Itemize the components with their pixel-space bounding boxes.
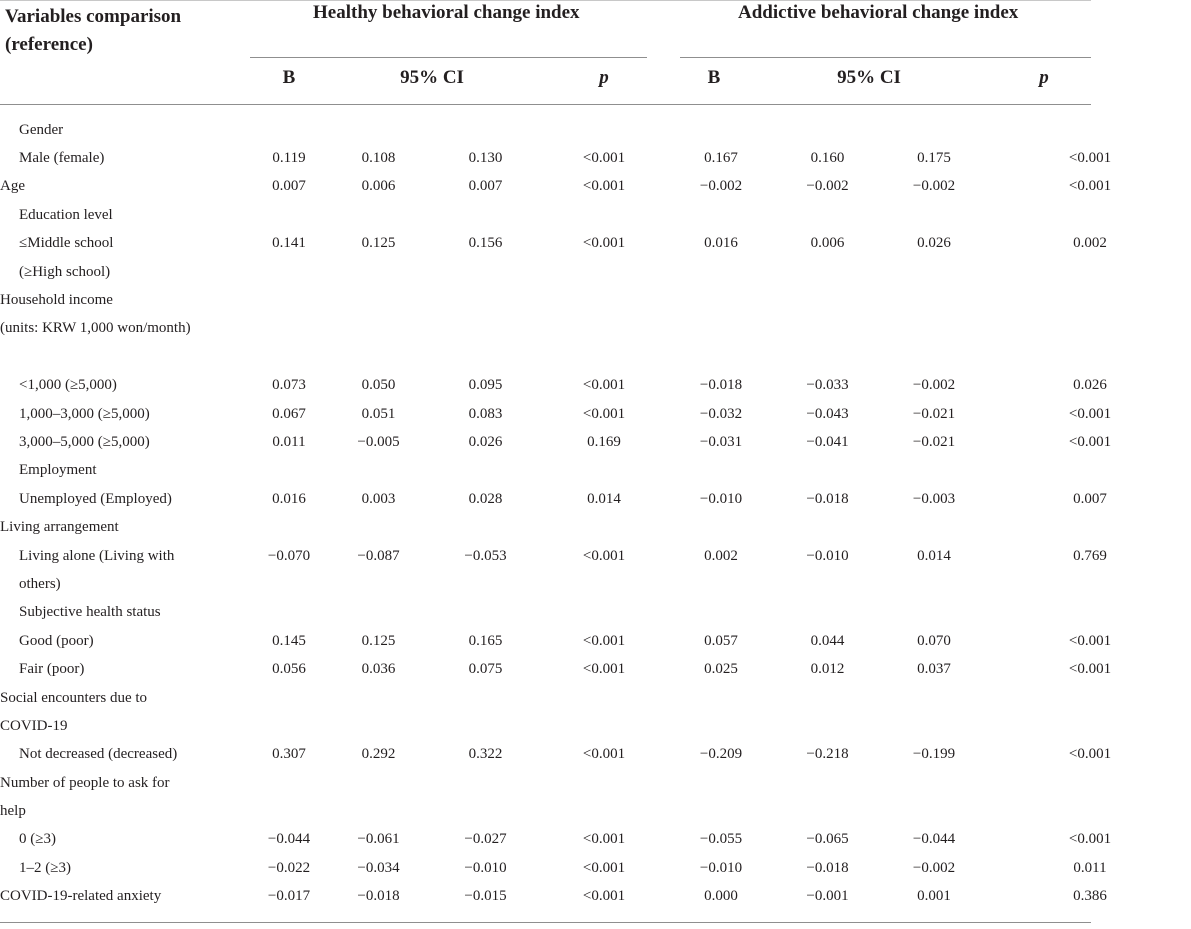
cell-addictive-b: 0.002 [704, 547, 738, 564]
cell-healthy-p [542, 315, 666, 343]
cell-healthy-ci-low: −0.005 [357, 433, 400, 450]
table-row [0, 144, 1191, 172]
cell-healthy-ci-low [328, 258, 429, 286]
cell-healthy-p [542, 712, 666, 740]
cell-healthy-b [250, 116, 328, 144]
cell-healthy-ci-high: −0.015 [464, 888, 507, 905]
cell-healthy-ci-low [328, 315, 429, 343]
cell-addictive-ci-high: −0.021 [912, 405, 956, 422]
cell-addictive-b [666, 684, 776, 712]
cell-addictive-ci-high: −0.044 [912, 831, 956, 848]
cell-addictive-p: 0.011 [1073, 859, 1107, 876]
row-label: Good (poor) [19, 632, 94, 649]
cell-healthy-ci-high [429, 797, 542, 825]
cell-addictive-b: 0.016 [704, 235, 738, 252]
cell-healthy-p: <0.001 [582, 178, 626, 195]
cell-healthy-ci-low [328, 769, 429, 797]
cell-healthy-p [542, 457, 666, 485]
cell-addictive-p [989, 286, 1191, 314]
cell-healthy-b [250, 712, 328, 740]
row-label: 3,000–5,000 (≥5,000) [19, 433, 150, 450]
cell-addictive-ci-high: 0.037 [917, 661, 951, 678]
row-label: Gender [19, 121, 64, 138]
cell-addictive-ci-high [879, 457, 989, 485]
cell-addictive-ci-low [776, 599, 879, 627]
cell-addictive-b: −0.010 [699, 490, 743, 507]
cell-addictive-ci-high [879, 513, 989, 541]
cell-addictive-p: <0.001 [1068, 831, 1112, 848]
cell-healthy-ci-high: −0.053 [464, 547, 507, 564]
cell-addictive-ci-high: −0.002 [912, 377, 956, 394]
cell-addictive-ci-high [879, 258, 989, 286]
cell-addictive-b: −0.055 [699, 831, 743, 848]
healthy-group-rule [250, 57, 647, 58]
cell-addictive-ci-high [879, 201, 989, 229]
header-rule [0, 104, 1091, 105]
cell-healthy-ci-high: 0.095 [468, 377, 503, 394]
cell-healthy-p: <0.001 [582, 746, 626, 763]
cell-addictive-b: 0.025 [704, 661, 738, 678]
header-addictive-p: p [1039, 67, 1049, 88]
cell-healthy-ci-high [429, 315, 542, 343]
cell-healthy-p: 0.169 [587, 433, 621, 450]
cell-healthy-ci-high [429, 599, 542, 627]
cell-addictive-b [666, 315, 776, 343]
cell-healthy-ci-low [328, 513, 429, 541]
cell-addictive-p [989, 201, 1191, 229]
cell-addictive-b: 0.000 [704, 888, 738, 905]
cell-healthy-ci-low: 0.125 [361, 235, 396, 252]
cell-healthy-p [542, 797, 666, 825]
table-row [0, 457, 1191, 485]
cell-healthy-ci-low: 0.051 [361, 405, 396, 422]
cell-addictive-ci-low [776, 258, 879, 286]
table-row [0, 769, 1191, 797]
cell-addictive-b: −0.209 [699, 746, 743, 763]
row-label: 1,000–3,000 (≥5,000) [19, 405, 150, 422]
header-healthy-b: B [282, 67, 296, 88]
cell-healthy-ci-high [429, 258, 542, 286]
cell-healthy-b: −0.022 [267, 859, 311, 876]
row-label: COVID-19-related anxiety [0, 888, 162, 905]
cell-healthy-ci-high [429, 286, 542, 314]
row-label: Not decreased (decreased) [19, 746, 178, 763]
cell-healthy-b [250, 286, 328, 314]
cell-healthy-ci-high: 0.130 [468, 150, 503, 167]
cell-healthy-b: 0.016 [272, 490, 306, 507]
cell-addictive-ci-low [776, 513, 879, 541]
cell-addictive-p [989, 258, 1191, 286]
cell-healthy-ci-low [328, 343, 429, 371]
cell-healthy-b: 0.145 [272, 632, 306, 649]
cell-healthy-ci-low [328, 116, 429, 144]
cell-healthy-b: 0.011 [272, 433, 306, 450]
cell-healthy-ci-low: −0.018 [357, 888, 400, 905]
cell-healthy-ci-high [429, 457, 542, 485]
cell-addictive-ci-low: −0.218 [806, 746, 849, 763]
row-label: Education level [19, 206, 113, 223]
cell-addictive-p: 0.386 [1073, 888, 1107, 905]
cell-addictive-p: <0.001 [1068, 632, 1112, 649]
row-label: Male (female) [19, 150, 105, 167]
cell-healthy-p: <0.001 [582, 547, 626, 564]
table-row [0, 854, 1191, 882]
cell-healthy-ci-high [429, 570, 542, 598]
table-row [0, 428, 1191, 456]
cell-addictive-p: <0.001 [1068, 405, 1112, 422]
row-label: ≤Middle school [19, 235, 114, 252]
table-row [0, 315, 1191, 343]
cell-addictive-ci-low [776, 684, 879, 712]
cell-addictive-ci-low: −0.043 [806, 405, 849, 422]
cell-healthy-b: 0.073 [272, 377, 306, 394]
cell-healthy-ci-high [429, 343, 542, 371]
cell-healthy-b [250, 769, 328, 797]
header-addictive-index: Addictive behavioral change index [738, 2, 1019, 23]
cell-healthy-p: <0.001 [582, 831, 626, 848]
row-label: COVID-19 [0, 717, 68, 734]
cell-addictive-p [989, 797, 1191, 825]
cell-healthy-b [250, 570, 328, 598]
cell-healthy-b: 0.119 [272, 150, 306, 167]
cell-healthy-b [250, 343, 328, 371]
cell-healthy-b: −0.044 [267, 831, 311, 848]
cell-healthy-p: <0.001 [582, 405, 626, 422]
cell-healthy-ci-low: 0.292 [361, 746, 396, 763]
cell-healthy-ci-high [429, 201, 542, 229]
cell-addictive-ci-low: 0.160 [810, 150, 845, 167]
cell-healthy-ci-low [328, 599, 429, 627]
cell-addictive-b [666, 712, 776, 740]
cell-addictive-ci-low [776, 343, 879, 371]
cell-addictive-b [666, 116, 776, 144]
header-healthy-index: Healthy behavioral change index [313, 2, 580, 23]
cell-healthy-b: 0.307 [272, 746, 306, 763]
row-label: <1,000 (≥5,000) [19, 377, 117, 394]
cell-healthy-ci-high: 0.156 [468, 235, 503, 252]
cell-addictive-ci-high: −0.002 [912, 178, 956, 195]
row-label: Age [0, 178, 25, 195]
cell-healthy-ci-high: 0.028 [468, 490, 503, 507]
cell-addictive-ci-high: 0.001 [917, 888, 951, 905]
table-row [0, 599, 1191, 627]
table-row [0, 230, 1191, 258]
cell-addictive-b [666, 513, 776, 541]
cell-addictive-ci-low [776, 201, 879, 229]
cell-addictive-ci-low [776, 315, 879, 343]
row-label: Number of people to ask for [0, 774, 170, 791]
cell-addictive-ci-low [776, 712, 879, 740]
cell-healthy-p [542, 769, 666, 797]
cell-healthy-p: <0.001 [582, 377, 626, 394]
cell-healthy-p [542, 286, 666, 314]
cell-healthy-b: 0.067 [272, 405, 306, 422]
cell-addictive-b [666, 769, 776, 797]
cell-addictive-ci-high: 0.026 [917, 235, 951, 252]
cell-addictive-ci-high [879, 712, 989, 740]
cell-addictive-ci-low: −0.001 [806, 888, 849, 905]
cell-healthy-b: 0.141 [272, 235, 306, 252]
cell-healthy-p: <0.001 [582, 661, 626, 678]
cell-healthy-p [542, 599, 666, 627]
cell-addictive-ci-high [879, 797, 989, 825]
row-label: Employment [19, 462, 97, 479]
cell-addictive-b: −0.018 [699, 377, 743, 394]
row-label [0, 343, 250, 371]
cell-addictive-b [666, 797, 776, 825]
cell-healthy-b [250, 315, 328, 343]
row-label: 0 (≥3) [19, 831, 56, 848]
cell-healthy-ci-high [429, 684, 542, 712]
cell-addictive-ci-low: −0.033 [806, 377, 849, 394]
header-healthy-ci: 95% CI [400, 67, 464, 88]
cell-healthy-p: <0.001 [582, 859, 626, 876]
cell-addictive-p: <0.001 [1068, 150, 1112, 167]
cell-healthy-ci-low: 0.003 [361, 490, 396, 507]
cell-addictive-b [666, 343, 776, 371]
cell-addictive-p: 0.002 [1073, 235, 1107, 252]
cell-addictive-ci-low: −0.002 [806, 178, 849, 195]
cell-healthy-ci-low [328, 712, 429, 740]
cell-addictive-p [989, 116, 1191, 144]
cell-healthy-b: −0.070 [267, 547, 311, 564]
cell-healthy-b [250, 684, 328, 712]
cell-addictive-ci-low [776, 769, 879, 797]
cell-healthy-ci-high [429, 769, 542, 797]
cell-addictive-ci-high [879, 684, 989, 712]
cell-healthy-ci-low: 0.125 [361, 632, 396, 649]
cell-addictive-ci-high: −0.199 [912, 746, 956, 763]
cell-addictive-ci-low: −0.010 [806, 547, 849, 564]
cell-addictive-b: 0.167 [704, 150, 738, 167]
cell-healthy-p [542, 258, 666, 286]
addictive-group-rule [680, 57, 1091, 58]
cell-addictive-p [989, 513, 1191, 541]
cell-addictive-ci-high [879, 769, 989, 797]
cell-healthy-p [542, 343, 666, 371]
cell-healthy-ci-low: 0.006 [361, 178, 396, 195]
table-row [0, 400, 1191, 428]
row-label: Social encounters due to [0, 689, 148, 706]
cell-healthy-ci-low [328, 570, 429, 598]
cell-addictive-ci-high [879, 286, 989, 314]
cell-healthy-ci-low: −0.034 [357, 859, 400, 876]
bottom-rule [0, 922, 1091, 923]
cell-addictive-b [666, 286, 776, 314]
cell-addictive-b [666, 258, 776, 286]
cell-addictive-b: 0.057 [704, 632, 738, 649]
cell-healthy-b [250, 797, 328, 825]
cell-addictive-p: 0.007 [1073, 490, 1107, 507]
cell-addictive-ci-low: 0.006 [810, 235, 845, 252]
cell-healthy-ci-high: 0.026 [468, 433, 503, 450]
row-label: 1–2 (≥3) [19, 859, 71, 876]
cell-healthy-b: 0.007 [272, 178, 306, 195]
cell-healthy-ci-low: 0.036 [361, 661, 396, 678]
cell-healthy-ci-low [328, 201, 429, 229]
cell-healthy-p [542, 116, 666, 144]
table-row [0, 372, 1191, 400]
table-row [0, 883, 1191, 911]
cell-healthy-ci-low: 0.050 [361, 377, 396, 394]
cell-healthy-ci-high: −0.027 [464, 831, 507, 848]
cell-addictive-ci-low: 0.012 [810, 661, 845, 678]
row-label: Subjective health status [19, 604, 161, 621]
cell-addictive-ci-high [879, 343, 989, 371]
header-addictive-ci: 95% CI [837, 67, 901, 88]
table-row [0, 655, 1191, 683]
cell-addictive-p [989, 769, 1191, 797]
cell-addictive-ci-high: 0.070 [917, 632, 951, 649]
table-row [0, 173, 1191, 201]
cell-addictive-b: −0.010 [699, 859, 743, 876]
cell-healthy-p [542, 684, 666, 712]
cell-addictive-p [989, 599, 1191, 627]
table-row [0, 201, 1191, 229]
header-addictive-b: B [707, 67, 721, 88]
cell-addictive-p [989, 315, 1191, 343]
cell-addictive-p [989, 343, 1191, 371]
cell-healthy-p: <0.001 [582, 888, 626, 905]
row-label: others) [19, 575, 61, 592]
cell-addictive-ci-high [879, 570, 989, 598]
cell-healthy-p: 0.014 [587, 490, 621, 507]
cell-healthy-p [542, 570, 666, 598]
cell-addictive-ci-low [776, 286, 879, 314]
row-label: Fair (poor) [19, 661, 85, 678]
top-rule [0, 0, 1091, 1]
cell-addictive-p: 0.026 [1073, 377, 1107, 394]
cell-addictive-b [666, 570, 776, 598]
row-label: help [0, 803, 26, 820]
table-row [0, 797, 1191, 825]
cell-healthy-ci-high: 0.083 [468, 405, 503, 422]
table-row [0, 343, 1191, 371]
cell-addictive-b [666, 201, 776, 229]
cell-addictive-ci-high [879, 599, 989, 627]
cell-addictive-ci-low: −0.018 [806, 490, 849, 507]
cell-addictive-b: −0.031 [699, 433, 743, 450]
cell-healthy-ci-high: 0.322 [468, 746, 503, 763]
table-row [0, 684, 1191, 712]
cell-healthy-p: <0.001 [582, 632, 626, 649]
cell-addictive-ci-high [879, 116, 989, 144]
cell-healthy-ci-high [429, 116, 542, 144]
cell-healthy-p: <0.001 [582, 150, 626, 167]
cell-addictive-ci-low: 0.044 [810, 632, 845, 649]
cell-addictive-ci-low [776, 457, 879, 485]
cell-healthy-ci-low [328, 797, 429, 825]
cell-healthy-p [542, 201, 666, 229]
cell-addictive-p: 0.769 [1073, 547, 1107, 564]
table-row [0, 741, 1191, 769]
cell-addictive-ci-high [879, 315, 989, 343]
cell-addictive-b [666, 457, 776, 485]
cell-healthy-p: <0.001 [582, 235, 626, 252]
cell-addictive-ci-low: −0.018 [806, 859, 849, 876]
row-label: (units: KRW 1,000 won/month) [0, 320, 191, 337]
cell-addictive-ci-high: −0.021 [912, 433, 956, 450]
table-row [0, 542, 1191, 570]
cell-healthy-b [250, 599, 328, 627]
cell-healthy-b [250, 457, 328, 485]
table-row [0, 513, 1191, 541]
row-label: Living arrangement [0, 519, 119, 536]
cell-addictive-p: <0.001 [1068, 746, 1112, 763]
cell-healthy-ci-high [429, 513, 542, 541]
cell-addictive-b: −0.032 [699, 405, 743, 422]
cell-healthy-b [250, 201, 328, 229]
cell-addictive-b: −0.002 [699, 178, 743, 195]
cell-addictive-ci-low [776, 570, 879, 598]
table-row [0, 485, 1191, 513]
table-row [0, 116, 1191, 144]
cell-addictive-ci-low [776, 797, 879, 825]
cell-healthy-ci-low: −0.061 [357, 831, 400, 848]
cell-healthy-ci-low [328, 286, 429, 314]
table-row [0, 258, 1191, 286]
cell-healthy-ci-high: 0.007 [468, 178, 503, 195]
table-row [0, 712, 1191, 740]
cell-addictive-p: <0.001 [1068, 433, 1112, 450]
cell-addictive-b [666, 599, 776, 627]
cell-addictive-p [989, 684, 1191, 712]
header-healthy-p: p [599, 67, 609, 88]
cell-addictive-ci-low: −0.041 [806, 433, 849, 450]
cell-addictive-ci-high: 0.175 [917, 150, 951, 167]
row-label: Living alone (Living with [19, 547, 175, 564]
cell-addictive-p [989, 570, 1191, 598]
cell-healthy-ci-high: 0.075 [468, 661, 503, 678]
cell-healthy-ci-high [429, 712, 542, 740]
cell-healthy-ci-high: 0.165 [468, 632, 503, 649]
cell-addictive-ci-high: −0.003 [912, 490, 956, 507]
cell-addictive-ci-high: −0.002 [912, 859, 956, 876]
cell-healthy-b [250, 258, 328, 286]
cell-addictive-p [989, 712, 1191, 740]
row-label: Household income [0, 292, 113, 309]
table-row [0, 570, 1191, 598]
cell-addictive-p: <0.001 [1068, 661, 1112, 678]
cell-healthy-ci-low [328, 684, 429, 712]
table-row [0, 627, 1191, 655]
cell-healthy-ci-high: −0.010 [464, 859, 507, 876]
cell-healthy-ci-low: 0.108 [361, 150, 396, 167]
cell-healthy-b [250, 513, 328, 541]
cell-addictive-ci-low: −0.065 [806, 831, 849, 848]
cell-addictive-p [989, 457, 1191, 485]
table-row [0, 826, 1191, 854]
cell-addictive-ci-high: 0.014 [917, 547, 951, 564]
cell-healthy-b: −0.017 [267, 888, 311, 905]
cell-healthy-b: 0.056 [272, 661, 306, 678]
cell-healthy-ci-low [328, 457, 429, 485]
table-body [0, 116, 1191, 911]
cell-addictive-ci-low [776, 116, 879, 144]
header-variables: Variables comparison (reference) [5, 6, 182, 55]
row-label: (≥High school) [19, 263, 111, 280]
cell-healthy-p [542, 513, 666, 541]
cell-addictive-p: <0.001 [1068, 178, 1112, 195]
cell-healthy-ci-low: −0.087 [357, 547, 400, 564]
row-label: Unemployed (Employed) [19, 490, 172, 507]
table-row [0, 286, 1191, 314]
